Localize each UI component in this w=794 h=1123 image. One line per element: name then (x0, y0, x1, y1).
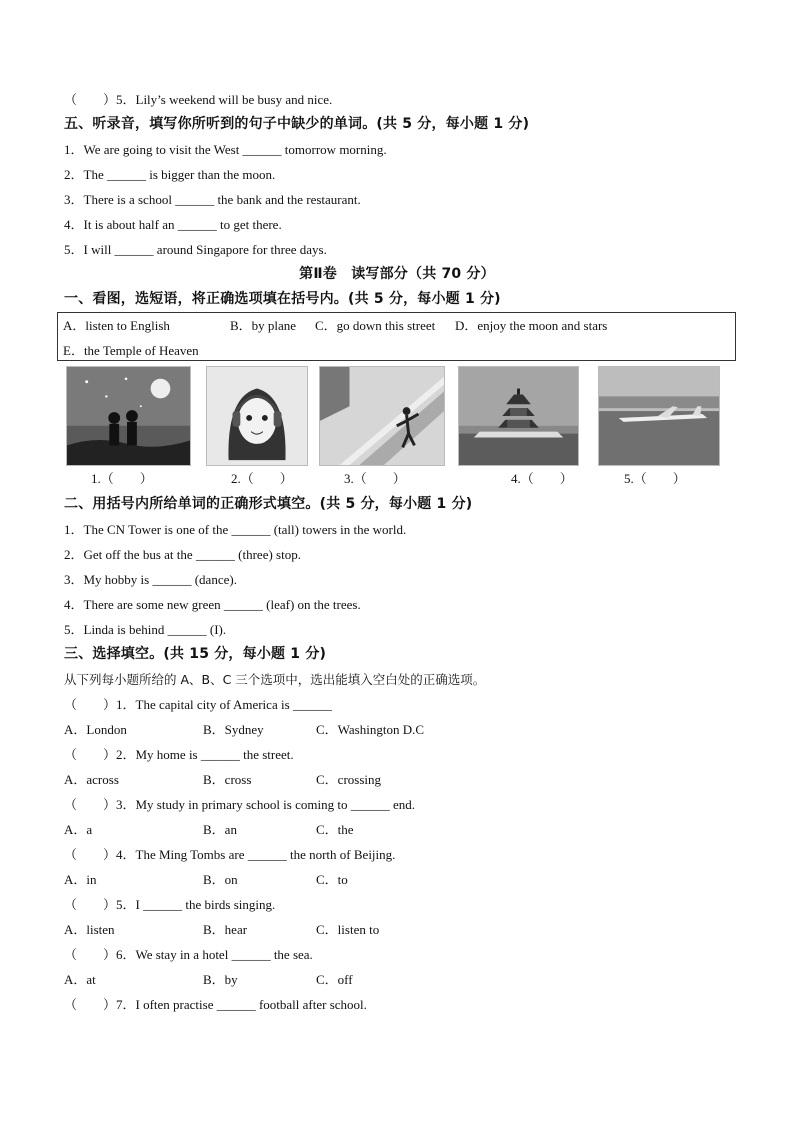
picture-temple-of-heaven (458, 366, 579, 466)
mc-5-option-c: C．listen to (316, 922, 380, 937)
mc-3-option-b: B．an (203, 822, 237, 837)
part-c-instruction: 从下列每小题所给的 A、B、C 三个选项中，选出能填入空白处的正确选项。 (64, 672, 486, 687)
mc-question-7: （ ）7．I often practise ______ football after school. (64, 997, 367, 1012)
mc-6-option-c: C．off (316, 972, 353, 987)
mc-question-4: （ ）4．The Ming Tombs are ______ the north of Beijing. (64, 847, 396, 862)
part-c-heading: 三、选择填空。(共 15 分，每小题 1 分) (64, 646, 327, 662)
option-a: A．listen to English (63, 318, 170, 333)
picture-5-answer: 5.（ ） (624, 471, 686, 486)
mc-6-option-a: A．at (64, 972, 96, 987)
mc-1-option-c: C．Washington D.C (316, 722, 425, 737)
section5-item-1: 1．We are going to visit the West ______ tomorrow morning. (64, 142, 387, 157)
mc-question-2: （ ）2．My home is ______ the street. (64, 747, 294, 762)
mc-question-6: （ ）6．We stay in a hotel ______ the sea. (64, 947, 313, 962)
mc-5-option-b: B．hear (203, 922, 248, 937)
mc-question-5: （ ）5．I ______ the birds singing. (64, 897, 276, 912)
mc-4-option-b: B．on (203, 872, 238, 887)
picture-4-answer: 4.（ ） (511, 471, 573, 486)
picture-moon-and-stars (66, 366, 191, 466)
section5-item-4: 4．It is about half an ______ to get there. (64, 217, 282, 232)
part-b-item-3: 3．My hobby is ______ (dance). (64, 572, 237, 587)
section5-item-5: 5．I will ______ around Singapore for three days. (64, 242, 327, 257)
option-c: C．go down this street (315, 318, 436, 333)
part-b-heading: 二、用括号内所给单词的正确形式填空。(共 5 分，每小题 1 分) (64, 496, 473, 512)
mc-3-option-c: C．the (316, 822, 354, 837)
section5-item-3: 3．There is a school ______ the bank and the restaurant. (64, 192, 361, 207)
mc-question-1: （ ）1．The capital city of America is ______ (64, 697, 332, 712)
mc-6-option-b: B．by (203, 972, 238, 987)
section5-item-2: 2．The ______ is bigger than the moon. (64, 167, 276, 182)
part-b-item-5: 5．Linda is behind ______ (I). (64, 622, 227, 637)
picture-3-answer: 3.（ ） (344, 471, 406, 486)
mc-5-option-a: A．listen (64, 922, 115, 937)
option-b: B．by plane (230, 318, 297, 333)
mc-2-option-c: C．crossing (316, 772, 382, 787)
option-d: D．enjoy the moon and stars (455, 318, 608, 333)
picture-plane (598, 366, 720, 466)
section5-heading: 五、听录音，填写你所听到的句子中缺少的单词。(共 5 分，每小题 1 分) (64, 116, 530, 132)
part-a-heading: 一、看图，选短语，将正确选项填在括号内。(共 5 分，每小题 1 分) (64, 291, 501, 307)
mc-2-option-b: B．cross (203, 772, 252, 787)
picture-girl-with-headphones (206, 366, 308, 466)
mc-4-option-a: A．in (64, 872, 97, 887)
mc-3-option-a: A．a (64, 822, 93, 837)
picture-go-down-street (319, 366, 445, 466)
question-5-true-false: （ ）5．Lily’s weekend will be busy and nice. (64, 92, 333, 107)
mc-4-option-c: C．to (316, 872, 348, 887)
mc-1-option-a: A．London (64, 722, 127, 737)
picture-1-answer: 1.（ ） (91, 471, 153, 486)
part-b-item-1: 1．The CN Tower is one of the ______ (tall) towers in the world. (64, 522, 407, 537)
mc-2-option-a: A．across (64, 772, 119, 787)
mc-1-option-b: B．Sydney (203, 722, 264, 737)
option-e: E．the Temple of Heaven (63, 343, 199, 358)
part-b-item-4: 4．There are some new green ______ (leaf) on the trees. (64, 597, 361, 612)
part2-title: 第Ⅱ卷 读写部分（共 70 分） (299, 266, 495, 282)
picture-2-answer: 2.（ ） (231, 471, 293, 486)
part-b-item-2: 2．Get off the bus at the ______ (three) stop. (64, 547, 301, 562)
mc-question-3: （ ）3．My study in primary school is coming to ______ end. (64, 797, 415, 812)
